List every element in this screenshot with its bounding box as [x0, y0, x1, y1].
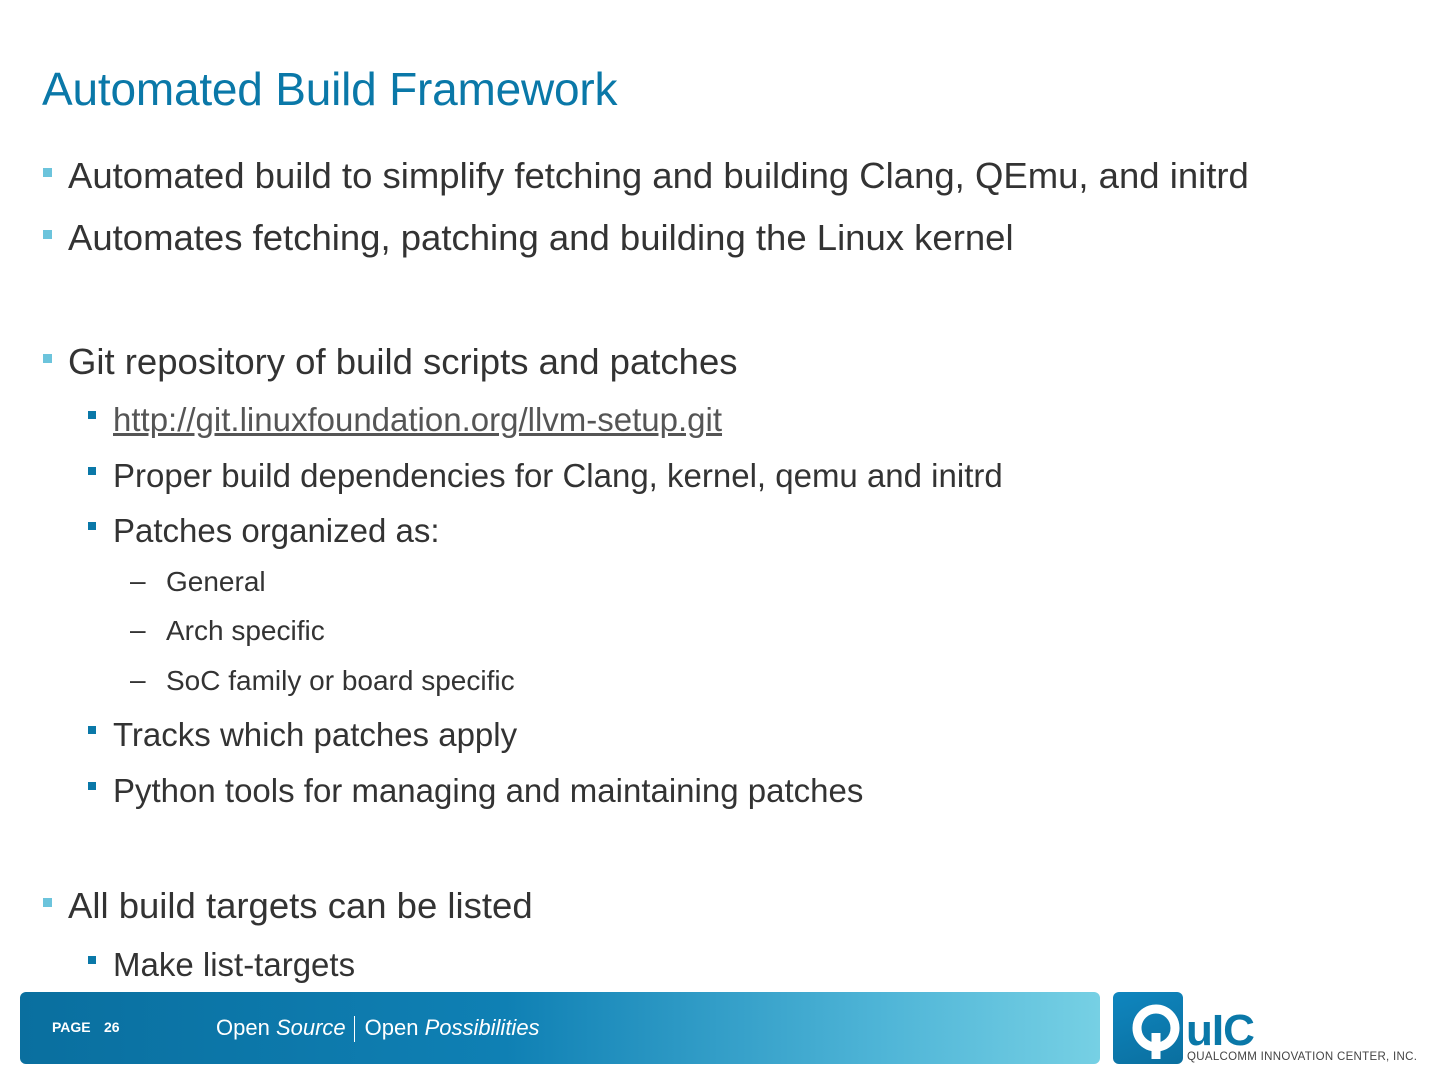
- square-bullet-icon: [43, 354, 52, 363]
- bullet-text: Patches organized as:: [113, 512, 440, 549]
- tagline-divider: [354, 1016, 355, 1042]
- dash-bullet-icon: –: [130, 614, 146, 645]
- bullet-item[interactable]: [113, 401, 722, 439]
- square-bullet-icon: [88, 411, 96, 419]
- slide-title: Automated Build Framework: [42, 63, 618, 115]
- bullet-text: Proper build dependencies for Clang, kernel, qemu and initrd: [113, 457, 1003, 494]
- dash-bullet-icon: –: [130, 565, 146, 596]
- tagline-word: Possibilities: [424, 1015, 540, 1040]
- quic-logo-subtitle: QUALCOMM INNOVATION CENTER, INC.: [1187, 1051, 1418, 1063]
- bullet-item: [68, 217, 1014, 259]
- bullet-text: Automates fetching, patching and building the Linux kernel: [68, 217, 1014, 258]
- bullet-item: [113, 716, 517, 754]
- bullet-text: Automated build to simplify fetching and building Clang, QEmu, and initrd: [68, 155, 1249, 196]
- sub-bullet-item: [130, 565, 266, 598]
- square-bullet-icon: [43, 168, 52, 177]
- bullet-text: Arch specific: [166, 615, 325, 646]
- bullet-item: [68, 885, 533, 927]
- bullet-text: Make list-targets: [113, 946, 356, 983]
- square-bullet-icon: [43, 898, 52, 907]
- sub-bullet-item: [130, 614, 325, 647]
- footer-bar: [20, 992, 1100, 1064]
- tagline-word: Open: [364, 1015, 419, 1040]
- square-bullet-icon: [88, 726, 96, 734]
- tagline-word: Source: [275, 1015, 346, 1040]
- bullet-text: Git repository of build scripts and patches: [68, 341, 738, 382]
- bullet-text: All build targets can be listed: [68, 885, 533, 926]
- bullet-item: [113, 772, 863, 810]
- bullet-item: [113, 946, 355, 984]
- bullet-item: [68, 155, 1249, 197]
- footer-tagline: [216, 1015, 540, 1042]
- page-label: PAGE: [52, 1019, 91, 1035]
- bullet-item: [68, 341, 738, 383]
- square-bullet-icon: [88, 522, 96, 530]
- quic-logo-text: uIC: [1186, 1006, 1254, 1055]
- square-bullet-icon: [88, 782, 96, 790]
- tagline-word: Open: [216, 1015, 270, 1040]
- dash-bullet-icon: –: [130, 664, 146, 695]
- bullet-text: Tracks which patches apply: [113, 716, 518, 753]
- bullet-text: SoC family or board specific: [166, 665, 515, 696]
- bullet-item: [113, 512, 440, 550]
- repo-link[interactable]: http://git.linuxfoundation.org/llvm-setup.git: [113, 401, 723, 438]
- page-number: 26: [104, 1019, 120, 1035]
- square-bullet-icon: [88, 467, 96, 475]
- sub-bullet-item: [130, 664, 515, 697]
- square-bullet-icon: [88, 956, 96, 964]
- bullet-text: Python tools for managing and maintaining patches: [113, 772, 864, 809]
- bullet-item: [113, 457, 1003, 495]
- quic-q-logo-icon: [1132, 1003, 1190, 1061]
- square-bullet-icon: [43, 230, 52, 239]
- bullet-text: General: [166, 566, 266, 597]
